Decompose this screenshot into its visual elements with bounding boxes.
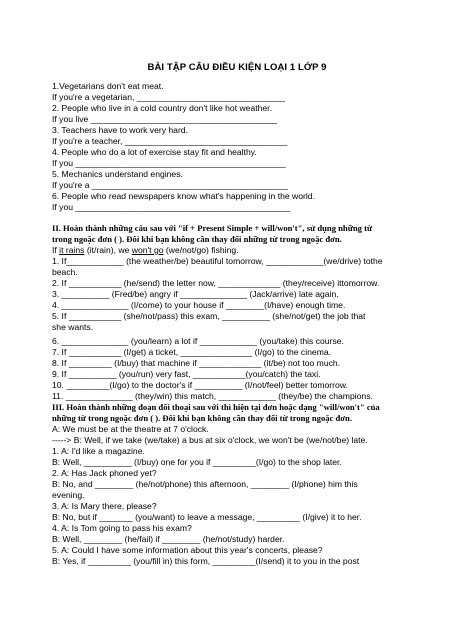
exercise-line: 10. _________(I/go) to the doctor's if __________ (I/not/feel) better tomorrow. — [52, 380, 348, 390]
exercise-line: 9. If __________ (you/run) very fast, ___________(you/catch) the taxi. — [52, 369, 321, 379]
exercise-line: 4. People who do a lot of exercise stay fit and healthy. — [52, 147, 257, 157]
worksheet-title: BÀI TẬP CÂU ĐIỀU KIỆN LOẠI 1 LỚP 9 — [147, 62, 327, 73]
exercise-line: 1. If____________ (the weather/be) beautiful tomorrow, ____________(we/drive) tothe — [52, 256, 383, 266]
section-heading: những từ trong ngoặc đơn ( ). Đôi khi bạn không cần thay đổi từ trong ngoặc đơn. — [52, 413, 352, 423]
exercise-line: 11. ______________ (they/win) this match, ____________ (they/be) the champions. — [52, 391, 373, 401]
dialogue-line: B: No, but if _______ (you/want) to leave a message, _________ (I/give) it to her. — [52, 512, 362, 522]
dialogue-line: B: No, and ________ (he/not/phone) this afternoon, ________ (I/phone) him this — [52, 479, 358, 489]
exercise-line: she wants. — [52, 322, 94, 332]
dialogue-line: 4. A: Is Tom going to pass his exam? — [52, 523, 192, 533]
exercise-line: 2. People who live in a cold country don't like hot weather. — [52, 103, 272, 113]
dialogue-line: B: Yes, if _________ (you/fill in) this form, _________(I/send) it to you in the post — [52, 556, 360, 566]
example-answer: it rains — [59, 245, 85, 255]
dialogue-line: evening. — [52, 490, 85, 500]
exercise-line: If you're a _________________________________________ — [52, 180, 288, 190]
exercise-line: 3. __________ (Fred/be) angry if ______________ (Jack/arrive) late again. — [52, 289, 339, 299]
example-line — [52, 245, 420, 256]
exercise-line: beach. — [52, 267, 78, 277]
dialogue-line: B: Well, __________ (I/buy) one for you if _________(I/go) to the shop later. — [52, 457, 342, 467]
section-heading: III. Hoàn thành những đoạn đối thoại sau với thì hiện tại đơn hoặc dạng "will/won't" của — [52, 402, 380, 412]
dialogue-line: A: We must be at the theatre at 7 o'clock. — [52, 424, 209, 434]
example-text: (we/not/go) fishing. — [163, 245, 239, 255]
exercise-line: 2. If ___________ (he/send) the letter now, _____________ (they/receive) ittomorrow. — [52, 278, 380, 288]
dialogue-line: 5. A: Could I have some information about this year's concerts, please? — [52, 545, 323, 555]
exercise-line: 5. Mechanics understand engines. — [52, 169, 183, 179]
example-answer: won't go — [131, 245, 164, 255]
dialogue-line: 2. A: Has Jack phoned yet? — [52, 468, 157, 478]
dialogue-line: B: Well, ________ (he/fail) if ________ (he/not/study) harder. — [52, 534, 285, 544]
exercise-line: 6. People who read newspapers know what's happening in the world. — [52, 191, 315, 201]
section-heading: trong ngoặc đơn ( ). Đôi khi bạn không cần thay đổi những từ trong ngoặc đơn. — [52, 234, 342, 244]
exercise-line: 3. Teachers have to work very hard. — [52, 125, 188, 135]
exercise-line: 6. ______________ (you/learn) a lot if ____________ (you/take) this course. — [52, 336, 344, 346]
exercise-line: If you're a vegetarian, _______________________________ — [52, 92, 285, 102]
exercise-line: 1.Vegetarians don't eat meat. — [52, 81, 164, 91]
example-text: (it/rain), we — [84, 245, 132, 255]
exercise-line: 5. If ___________ (she/not/pass) this exam, __________ (she/not/get) the job that — [52, 311, 366, 321]
exercise-line: 4. ______________ (I/come) to your house if ________(I/have) enough time. — [52, 300, 346, 310]
dialogue-line: 3. A: Is Mary there, please? — [52, 501, 157, 511]
dialogue-line: 1. A: I'd like a magazine. — [52, 446, 145, 456]
dialogue-line: -----> B: Well, if we take (we/take) a bus at six o'clock, we won't be (we/not/be) late. — [52, 435, 368, 445]
section-heading: II. Hoàn thành những câu sau với "if + Present Simple + will/won't", sử dụng những từ — [52, 223, 373, 233]
exercise-line: If you're a teacher, __________________________________ — [52, 136, 288, 146]
exercise-line: 7. If ___________ (I/get) a ticket, _______________ (I/go) to the cinema. — [52, 347, 332, 357]
exercise-line: If you _____________________________________________ — [52, 202, 291, 212]
exercise-line: If you live _______________________________________ — [52, 114, 278, 124]
example-text: If — [52, 245, 60, 255]
exercise-line: 8. If _________ (I/buy) that machine if _____________ (it/be) not too much. — [52, 358, 341, 368]
exercise-line: If you ____________________________________________ — [52, 158, 286, 168]
